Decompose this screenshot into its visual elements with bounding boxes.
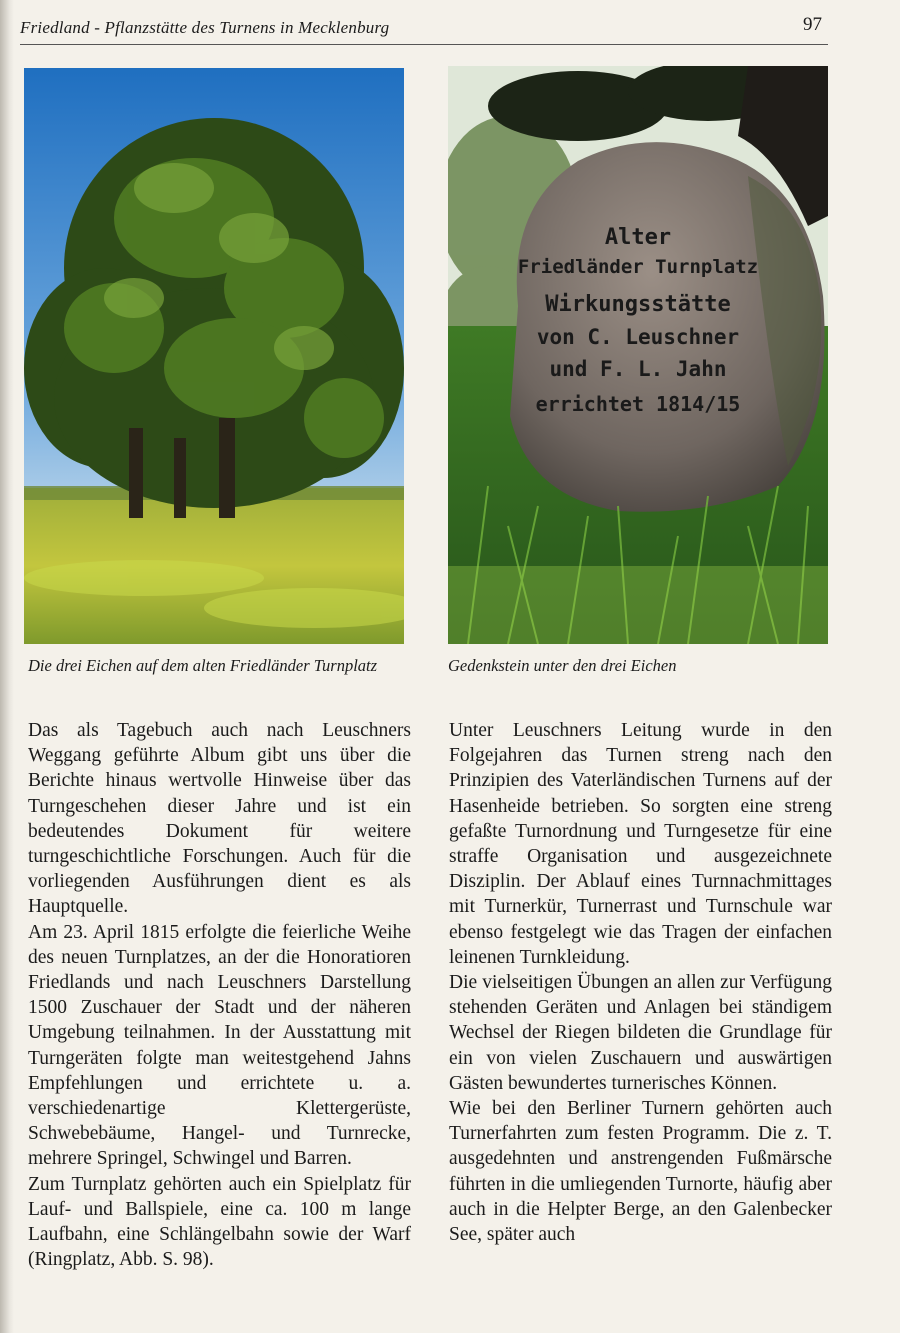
page-header bbox=[20, 14, 828, 45]
paragraph: Am 23. April 1815 erfolgte die feierliche Weihe des neuen Turnplatzes, an der die Honoratioren Friedlands und nach Leuschners Darstellung 1500 Zuschauer der Stadt und der näheren Umgebung teilnahmen. In der Ausstattung mit Turngeräten folgte man weitestgehend Jahns Empfehlungen und errichtete u. a. verschiedenartige Klettergerüste, Schwebebäume, Hangel- und Turnrecke, mehrere Springel, Schwingel und Barren. bbox=[28, 921, 411, 1170]
inscription-line-5: und F. L. Jahn bbox=[549, 357, 727, 381]
page-number: 97 bbox=[803, 14, 822, 35]
paragraph: Das als Tagebuch auch nach Leuschners Weggang geführte Album gibt uns über die Berichte hinaus wertvolle Hinweise über das Turngeschehen dieser Jahre und ist ein bedeutendes Dokument für weitere turngeschichtliche Forschungen. Auch für die vorliegenden Ausführungen dient es als Hauptquelle. bbox=[28, 720, 411, 918]
paragraph: Unter Leuschners Leitung wurde in den Folgejahren das Turnen streng nach den Prinzipien des Vaterländischen Turnens auf der Hasenheide betrieben. So sorgten eine streng gefaßte Turnordnung und Turngesetze für eine straffe Organisation und ausgezeichnete Disziplin. Der Ablauf eines Turnnachmittages mit Turnerkür, Turnerrast und Turnschule war ebenso festgelegt wie das Tragen der einfachen leinenen Turnkleidung. bbox=[449, 720, 832, 968]
inscription-line-3: Wirkungsstätte bbox=[545, 292, 731, 317]
inscription-line-4: von C. Leuschner bbox=[536, 325, 740, 349]
text-column-right bbox=[449, 718, 832, 1247]
caption-left-photo: Die drei Eichen auf dem alten Friedländer Turnplatz bbox=[28, 656, 378, 675]
paragraph: Die vielseitigen Übungen an allen zur Verfügung stehenden Geräten und Anlagen bei ständigem Wechsel der Riegen bildeten die Grundlage für ein von vielen Zuschauern und auswärtigen Gästen bewundertes turnerisches Können. bbox=[449, 972, 832, 1094]
photo-memorial-stone bbox=[448, 66, 828, 644]
inscription-line-2: Friedländer Turnplatz bbox=[517, 256, 759, 278]
caption-right-photo: Gedenkstein unter den drei Eichen bbox=[448, 656, 677, 675]
text-column-left bbox=[28, 718, 411, 1272]
photo-three-oaks bbox=[24, 68, 404, 644]
inscription-line-1: Alter bbox=[604, 225, 672, 250]
inscription-line-6: errichtet 1814/15 bbox=[535, 392, 741, 416]
paragraph: Zum Turnplatz gehörten auch ein Spielplatz für Lauf- und Ballspiele, eine ca. 100 m lange Laufbahn, eine Schlängelbahn sowie der Warf (Ringplatz, Abb. S. 98). bbox=[28, 1173, 411, 1271]
page-gutter-shadow bbox=[0, 0, 14, 1333]
paragraph: Wie bei den Berliner Turnern gehörten auch Turnerfahrten zum festen Programm. Die z. T. ausgedehnten und anstrengenden Fußmärsche führten in die umliegenden Turnorte, häufig aber auch in die Helpter Berge, an den Galenbecker See, später auch bbox=[449, 1098, 832, 1246]
running-title: Friedland - Pflanzstätte des Turnens in Mecklenburg bbox=[20, 18, 390, 37]
